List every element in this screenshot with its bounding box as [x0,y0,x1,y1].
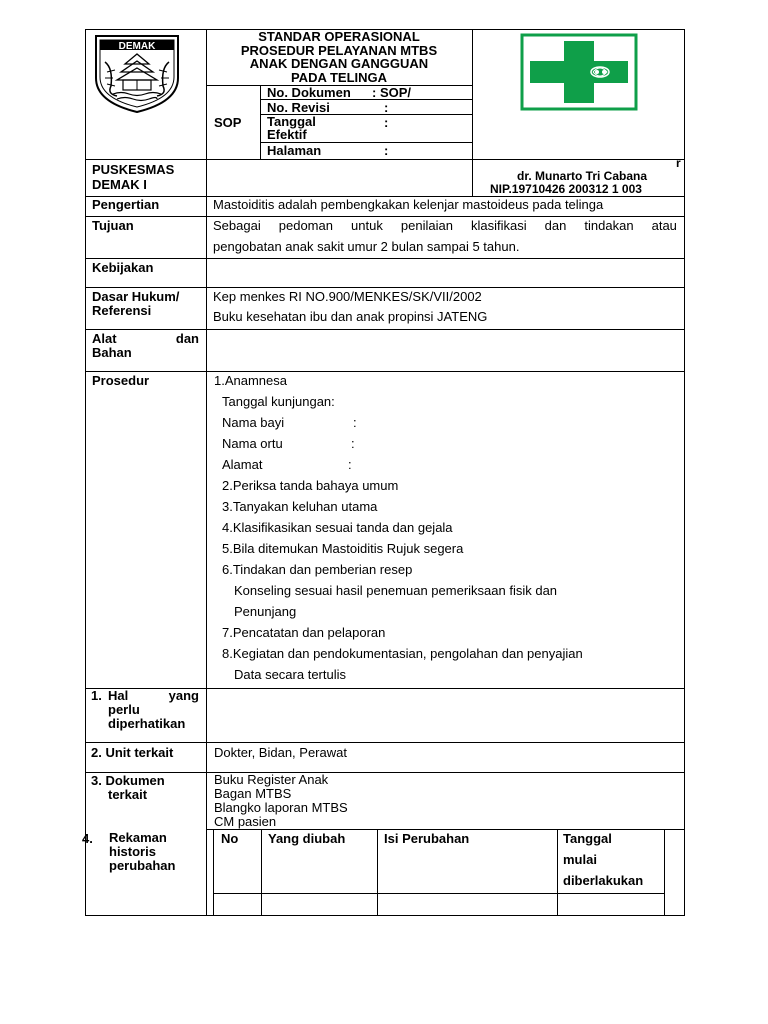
title-line-2: PROSEDUR PELAYANAN MTBS [240,42,438,58]
changelog-col-2 [377,829,378,915]
rekaman-label-line-1: Rekaman [109,830,167,845]
demak-logo [91,32,183,114]
meta-label-no-dokumen: No. Dokumen [267,85,351,100]
row-text-unit-terkait: Dokter, Bidan, Perawat [214,745,347,760]
dokumen-item: CM pasien [214,814,277,829]
puskesmas-divider [206,159,207,196]
tujuan-word: untuk [351,218,383,233]
meta-divider [260,85,261,159]
row-text-dasar-hukum-1: Kep menkes RI NO.900/MENKES/SK/VII/2002 [213,289,482,304]
row-label-prosedur: Prosedur [92,373,150,388]
sop-label: SOP [214,115,242,130]
row-label-pengertian: Pengertian [92,197,160,212]
row-label-unit-terkait: 2. Unit terkait [91,745,174,760]
meta-value-halaman: : [384,143,389,158]
changelog-border-right [664,829,665,915]
changelog-header-tanggal: Tanggal [563,831,612,846]
row-line-dasar [85,287,685,288]
changelog-header-yang-diubah: Yang diubah [268,831,346,846]
changelog-header-no: No [221,831,239,846]
changelog-header-diberlakukan: diberlakukan [563,873,644,888]
tujuan-word: tindakan [584,218,634,233]
signer-name: dr. Munarto Tri Cabana [517,169,648,183]
meta-value-no-revisi: : [384,100,389,115]
row-text-tujuan-line-1 [213,218,677,233]
signer-divider [472,159,473,196]
row-line-kebijakan [85,258,685,259]
row-label-dasar-hukum: Dasar Hukum/ [92,289,180,304]
row-text-dasar-hukum-2: Buku kesehatan ibu dan anak propinsi JATENG [213,309,488,324]
rekaman-label-line-2: historis [109,844,156,859]
document-title [206,30,472,84]
row-label-bahan: Bahan [92,345,132,360]
tujuan-word: atau [651,218,677,233]
prosedur-line: 4.Klasifikasikan sesuai tanda dan gejala [222,520,453,535]
tujuan-word: Sebagai [213,218,261,233]
prosedur-line: Nama ortu [222,436,283,451]
alat-word: Alat [92,331,117,346]
prosedur-line: Nama bayi [222,415,285,430]
hal-label-line-2: perlu [108,702,140,717]
health-cross-logo [520,33,638,111]
row-line-tujuan [85,216,685,217]
title-line-3: ANAK DENGAN GANGGUAN [249,56,429,71]
dan-word: dan [175,331,199,346]
yang-word: yang [168,688,199,703]
tujuan-word: dan [544,218,567,233]
meta-label-no-revisi: No. Revisi [267,100,330,115]
rekaman-number: 4. [82,831,93,846]
signer-mark: r [676,156,681,170]
meta-value-tanggal: : [384,115,389,130]
prosedur-line: Tanggal kunjungan: [222,394,335,409]
prosedur-colon: : [351,436,355,451]
prosedur-line: 8.Kegiatan dan pendokumentasian, pengolahan dan penyajian [222,646,583,661]
row-text-tujuan-line-2: pengobatan anak sakit umur 2 bulan sampai 5 tahun. [213,239,520,254]
demak-logo-text: DEMAK [118,41,156,52]
row-line-alat [85,329,685,330]
header-divider-2 [472,29,473,159]
row-label-dokumen: 3. Dokumen [91,773,165,788]
hal-label-line-1 [108,688,199,703]
row-label-terkait: terkait [108,787,148,802]
row-label-tujuan: Tujuan [92,218,134,233]
prosedur-line: Data secara tertulis [234,667,346,682]
signer-nip: NIP.19710426 200312 1 003 [490,182,642,196]
row-line-dokumen [85,772,685,773]
prosedur-line: 7.Pencatatan dan pelaporan [222,625,386,640]
hal-word: Hal [108,688,129,703]
dokumen-item: Bagan MTBS [214,786,292,801]
prosedur-line: 6.Tindakan dan pemberian resep [222,562,413,577]
border-left [85,29,86,916]
tujuan-word: klasifikasi [470,218,527,233]
changelog-header-isi-perubahan: Isi Perubahan [384,831,470,846]
header-bottom-line [85,159,685,160]
row-line-unit [85,742,685,743]
border-right [684,29,685,916]
meta-label-tanggal: Tanggal [267,114,316,129]
changelog-col-1 [261,829,262,915]
prosedur-line: 3.Tanyakan keluhan utama [222,499,378,514]
hal-number: 1. [91,688,102,703]
prosedur-line: 1.Anamnesa [214,373,287,388]
title-line-1: STANDAR OPERASIONAL [258,29,420,44]
prosedur-line: Konseling sesuai hasil penemuan pemeriksaan fisik dan [234,583,558,598]
title-line-4: PADA TELINGA [290,69,388,85]
body-column-divider [206,196,207,916]
tujuan-word: pedoman [278,218,333,233]
rekaman-label-line-3: perubahan [109,858,176,873]
meta-label-halaman: Halaman [267,143,322,158]
prosedur-line: Penunjang [234,604,297,619]
changelog-border-left [213,829,214,915]
row-line-prosedur [85,371,685,372]
puskesmas-name-line-2: DEMAK I [92,177,147,192]
prosedur-line: 5.Bila ditemukan Mastoiditis Rujuk segera [222,541,464,556]
row-label-kebijakan: Kebijakan [92,260,154,275]
puskesmas-name-line-1: PUSKESMAS [92,162,175,177]
prosedur-colon: : [348,457,352,472]
meta-label-efektif: Efektif [267,127,307,142]
prosedur-line: Alamat [222,457,263,472]
changelog-row-line [213,893,665,894]
prosedur-line: 2.Periksa tanda bahaya umum [222,478,399,493]
row-line-rekaman [206,829,685,830]
changelog-header-mulai: mulai [563,852,597,867]
changelog-col-3 [557,829,558,915]
meta-value-no-dokumen: : SOP/ [372,85,412,100]
dokumen-item: Buku Register Anak [214,772,329,787]
row-text-pengertian: Mastoiditis adalah pembengkakan kelenjar mastoideus pada telinga [213,197,604,212]
row-label-alat [92,331,199,346]
dokumen-item: Blangko laporan MTBS [214,800,348,815]
prosedur-colon: : [353,415,357,430]
row-label-referensi: Referensi [92,303,152,318]
tujuan-word: penilaian [400,218,453,233]
border-bottom [85,915,685,916]
hal-label-line-3: diperhatikan [108,716,186,731]
